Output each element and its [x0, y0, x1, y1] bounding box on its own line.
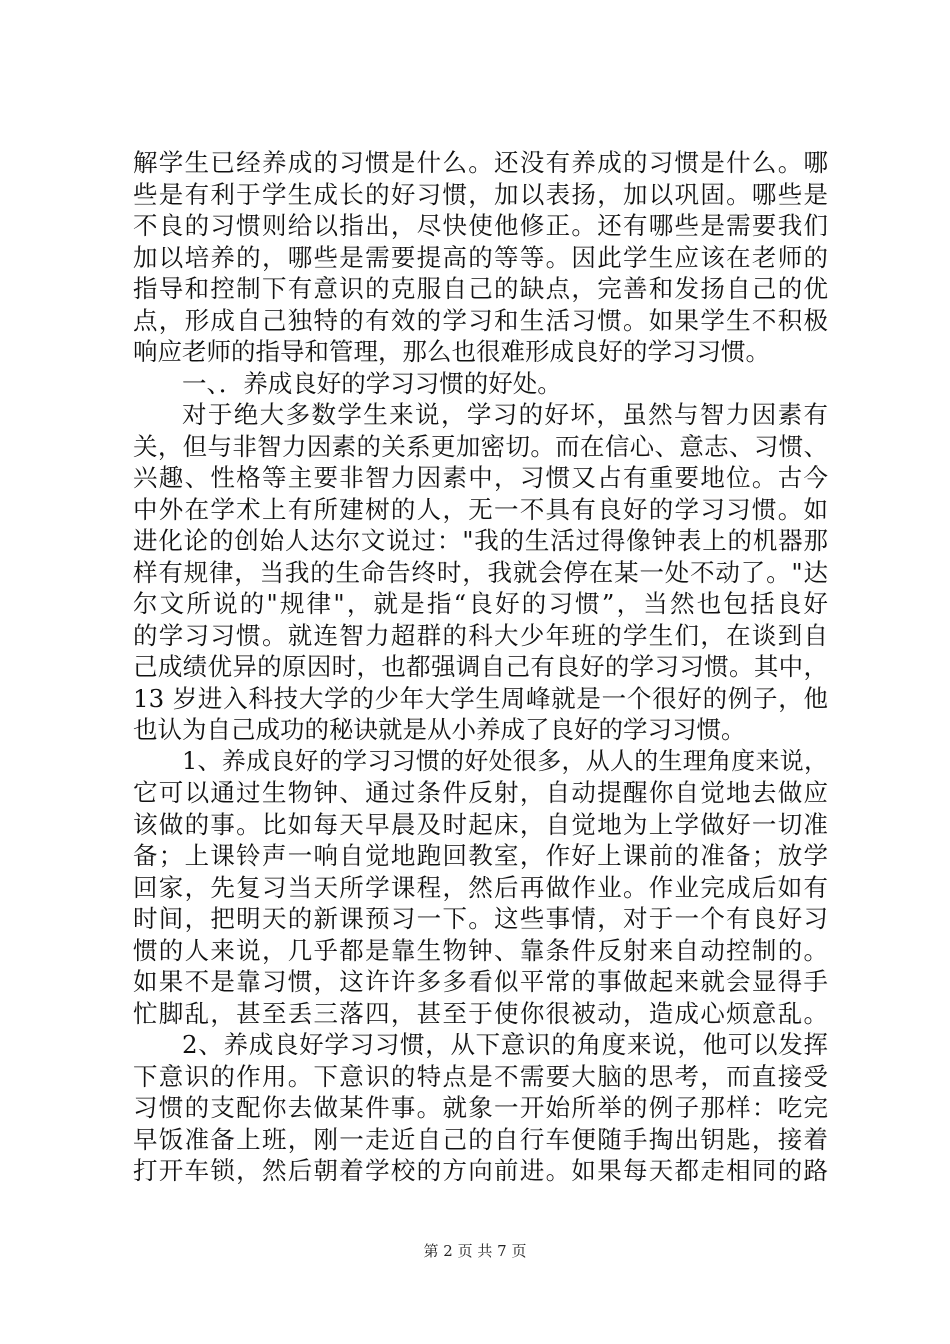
text-line: 点，形成自己独特的有效的学习和生活习惯。如果学生不积极 — [133, 305, 828, 335]
text-line: 备；上课铃声一响自觉地跑回教室，作好上课前的准备；放学 — [133, 841, 828, 870]
page-footer: 第 2 页 共 7 页 — [423, 1242, 527, 1260]
text-line: 回家，先复习当天所学课程，然后再做作业。作业完成后如有 — [133, 872, 828, 902]
text-line: 响应老师的指导和管理，那么也很难形成良好的学习习惯。 — [133, 337, 770, 366]
text-line: 惯的人来说，几乎都是靠生物钟、靠条件反射来自动控制的。 — [133, 935, 828, 965]
text-line: 1、养成良好的学习习惯的好处很多，从人的生理角度来说， — [182, 746, 828, 775]
text-line: 进化论的创始人达尔文说过："我的生活过得像钟表上的机器那 — [133, 526, 828, 555]
text-line: 如果不是靠习惯，这许许多多看似平常的事做起来就会显得手 — [133, 967, 828, 996]
text-line: 它可以通过生物钟、通过条件反射，自动提醒你自觉地去做应 — [133, 778, 828, 807]
text-line: 一、．养成良好的学习习惯的好处。 — [182, 368, 562, 398]
text-line: 13 岁进入科技大学的少年大学生周峰就是一个很好的例子，他 — [133, 683, 828, 713]
document-body — [133, 147, 828, 1187]
text-line: 些是有利于学生成长的好习惯，加以表扬，加以巩固。哪些是 — [133, 179, 828, 209]
text-line: 时间，把明天的新课预习一下。这些事情，对于一个有良好习 — [133, 904, 828, 933]
text-line: 样有规律，当我的生命告终时，我就会停在某一处不动了。"达 — [133, 557, 828, 587]
text-line: 早饭准备上班，刚一走近自己的自行车便随手掏出钥匙，接着 — [133, 1124, 828, 1154]
text-line: 加以培养的，哪些是需要提高的等等。因此学生应该在老师的 — [133, 242, 828, 272]
text-line: 中外在学术上有所建树的人，无一不具有良好的学习习惯。如 — [133, 494, 828, 524]
text-line: 己成绩优异的原因时，也都强调自己有良好的学习习惯。其中， — [133, 652, 828, 681]
text-line: 该做的事。比如每天早晨及时起床，自觉地为上学做好一切准 — [133, 809, 828, 839]
text-line: 也认为自己成功的秘诀就是从小养成了良好的学习习惯。 — [133, 715, 746, 744]
text-line: 2、养成良好学习习惯，从下意识的角度来说，他可以发挥 — [182, 1030, 828, 1059]
text-line: 解学生已经养成的习惯是什么。还没有养成的习惯是什么。哪 — [133, 148, 828, 177]
text-line: 忙脚乱，甚至丢三落四，甚至于使你很被动，造成心烦意乱。 — [133, 998, 828, 1028]
text-line: 尔文所说的"规律"，就是指“良好的习惯”，当然也包括良好 — [133, 589, 828, 618]
text-line: 对于绝大多数学生来说，学习的好坏，虽然与智力因素有 — [182, 400, 828, 429]
text-line: 的学习习惯。就连智力超群的科大少年班的学生们，在谈到自 — [133, 620, 828, 650]
text-line: 指导和控制下有意识的克服自己的缺点，完善和发扬自己的优 — [133, 274, 828, 303]
text-line: 下意识的作用。下意识的特点是不需要大脑的思考，而直接受 — [133, 1061, 828, 1091]
text-line: 不良的习惯则给以指出，尽快使他修正。还有哪些是需要我们 — [133, 211, 828, 240]
text-line: 打开车锁，然后朝着学校的方向前进。如果每天都走相同的路 — [133, 1156, 828, 1185]
text-line: 习惯的支配你去做某件事。就象一开始所举的例子那样：吃完 — [133, 1093, 828, 1122]
text-line: 兴趣、性格等主要非智力因素中，习惯又占有重要地位。古今 — [133, 463, 828, 492]
text-line: 关，但与非智力因素的关系更加密切。而在信心、意志、习惯、 — [133, 431, 828, 461]
